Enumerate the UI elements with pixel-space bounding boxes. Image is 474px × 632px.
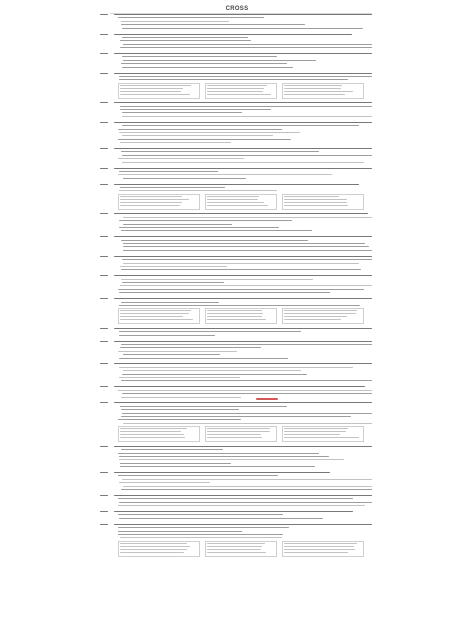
text-line (121, 269, 361, 270)
text-line (120, 537, 282, 538)
text-line (120, 285, 372, 286)
text-line (207, 546, 262, 547)
text-line (207, 88, 264, 89)
text-line (120, 47, 372, 48)
text-line (122, 413, 372, 414)
text-line (121, 63, 287, 64)
text-line (114, 402, 372, 403)
text-line (100, 236, 108, 237)
text-line (100, 511, 108, 512)
text-line (100, 73, 108, 74)
text-line (114, 328, 372, 329)
text-line (118, 453, 319, 454)
text-line (122, 125, 359, 126)
text-line (114, 34, 352, 35)
text-line (207, 205, 268, 206)
text-line (114, 102, 372, 103)
text-line (123, 60, 316, 61)
text-line (123, 217, 372, 218)
text-line (120, 106, 372, 107)
text-line (121, 344, 372, 345)
text-line (121, 380, 372, 381)
text-line (100, 14, 108, 15)
text-line (120, 463, 231, 464)
text-line (118, 139, 291, 140)
text-line (120, 142, 231, 143)
text-line (284, 202, 347, 203)
text-line (122, 155, 372, 156)
text-line (120, 187, 225, 188)
text-line (123, 423, 372, 424)
text-line (119, 459, 344, 460)
text-line (119, 482, 210, 483)
text-line (119, 76, 372, 77)
text-line (114, 472, 330, 473)
text-line (100, 213, 108, 214)
text-line (118, 531, 242, 532)
text-line (119, 358, 288, 359)
text-line (120, 94, 190, 95)
text-line (120, 205, 180, 206)
text-line (114, 73, 372, 74)
text-line (119, 79, 348, 80)
text-line (100, 495, 108, 496)
text-line (121, 489, 372, 490)
text-line (120, 552, 184, 553)
text-line (123, 44, 372, 45)
text-line (121, 409, 239, 410)
text-line (114, 275, 372, 276)
text-line (114, 511, 353, 512)
text-line (120, 88, 183, 89)
text-line (114, 341, 372, 342)
text-line (114, 495, 372, 496)
text-line (122, 112, 242, 113)
text-line (100, 168, 108, 169)
text-line (120, 406, 287, 407)
text-line (119, 305, 360, 306)
text-line (100, 275, 108, 276)
text-line (118, 514, 283, 515)
text-line (100, 363, 108, 364)
text-line (114, 53, 372, 54)
text-line (100, 472, 108, 473)
text-line (118, 158, 244, 159)
text-line (118, 17, 264, 18)
text-line (118, 498, 353, 499)
text-line (120, 546, 190, 547)
text-line (122, 479, 372, 480)
text-line (100, 34, 108, 35)
text-line (121, 279, 313, 280)
text-line (119, 456, 329, 457)
text-line (207, 196, 259, 197)
text-line (118, 534, 283, 535)
text-line (118, 289, 364, 290)
text-line (119, 335, 215, 336)
text-line (123, 224, 232, 225)
text-line (100, 102, 108, 103)
text-line (122, 56, 277, 57)
text-line (114, 446, 372, 447)
text-line (118, 351, 237, 352)
text-line (207, 199, 258, 200)
text-line (284, 88, 341, 89)
text-line (114, 363, 372, 364)
text-line (284, 91, 353, 92)
text-line (100, 524, 108, 525)
text-line (114, 14, 372, 15)
text-line (207, 552, 266, 553)
text-line (114, 168, 372, 169)
text-line (207, 549, 261, 550)
text-line (284, 543, 357, 544)
text-line (120, 347, 261, 348)
text-line (256, 398, 278, 400)
text-line (123, 370, 301, 371)
text-line (120, 266, 227, 267)
text-line (120, 549, 187, 550)
text-line (100, 446, 108, 447)
text-line (121, 21, 229, 22)
text-line (120, 196, 182, 197)
text-line (119, 190, 277, 191)
text-line (100, 184, 108, 185)
text-line (114, 298, 372, 299)
text-line (120, 543, 187, 544)
text-line (100, 256, 108, 257)
text-line (284, 199, 347, 200)
text-line (121, 230, 312, 231)
text-line (120, 466, 315, 467)
text-line (120, 199, 189, 200)
text-line (122, 374, 307, 375)
text-line (114, 184, 359, 185)
text-line (123, 246, 369, 247)
text-line (121, 240, 308, 241)
text-line (122, 393, 372, 394)
text-line (100, 148, 108, 149)
text-line (100, 402, 108, 403)
text-line (207, 543, 265, 544)
text-line (207, 202, 264, 203)
text-line (119, 227, 279, 228)
text-line (114, 122, 372, 123)
text-line (284, 196, 339, 197)
text-line (121, 24, 305, 25)
text-line (207, 85, 267, 86)
text-line (119, 331, 301, 332)
text-line (122, 28, 363, 29)
text-line (120, 91, 181, 92)
text-line (123, 486, 372, 487)
text-line (114, 148, 372, 149)
text-line (114, 213, 368, 214)
text-line (121, 302, 219, 303)
text-line (120, 40, 251, 41)
text-line (119, 132, 300, 133)
text-line (207, 94, 271, 95)
text-line (119, 367, 353, 368)
text-line (118, 505, 365, 506)
text-line (121, 449, 223, 450)
text-line (119, 518, 323, 519)
text-line (284, 85, 342, 86)
text-line (119, 292, 330, 293)
text-line (284, 205, 348, 206)
text-line (123, 243, 365, 244)
text-line (121, 397, 241, 398)
text-line (122, 37, 248, 38)
text-line (122, 67, 293, 68)
text-line (100, 53, 108, 54)
text-line (121, 416, 351, 417)
text-line (100, 298, 108, 299)
text-line (284, 546, 354, 547)
text-line (119, 171, 218, 172)
text-line (123, 354, 220, 355)
text-line (114, 386, 365, 387)
text-line (118, 129, 282, 130)
text-line (118, 527, 289, 528)
text-line (114, 256, 372, 257)
text-line (100, 328, 108, 329)
document-title: CROSS (225, 6, 249, 12)
text-line (120, 109, 271, 110)
text-line (118, 390, 372, 391)
text-line (118, 475, 278, 476)
text-line (207, 91, 263, 92)
text-line (122, 116, 372, 117)
text-line (121, 151, 319, 152)
text-line (114, 236, 372, 237)
text-line (284, 94, 345, 95)
text-line (120, 85, 191, 86)
text-line (123, 178, 246, 179)
text-line (114, 524, 372, 525)
text-line (100, 122, 108, 123)
text-line (122, 259, 372, 260)
text-line (119, 377, 240, 378)
text-line (119, 220, 292, 221)
text-line (122, 135, 273, 136)
text-line (120, 202, 182, 203)
text-line (118, 419, 241, 420)
text-line (123, 250, 372, 251)
text-line (122, 282, 224, 283)
text-line (118, 174, 332, 175)
text-line (123, 263, 359, 264)
text-line (284, 549, 355, 550)
text-line (284, 552, 348, 553)
text-line (119, 502, 372, 503)
text-line (100, 341, 108, 342)
text-line (100, 386, 108, 387)
text-line (122, 162, 364, 163)
